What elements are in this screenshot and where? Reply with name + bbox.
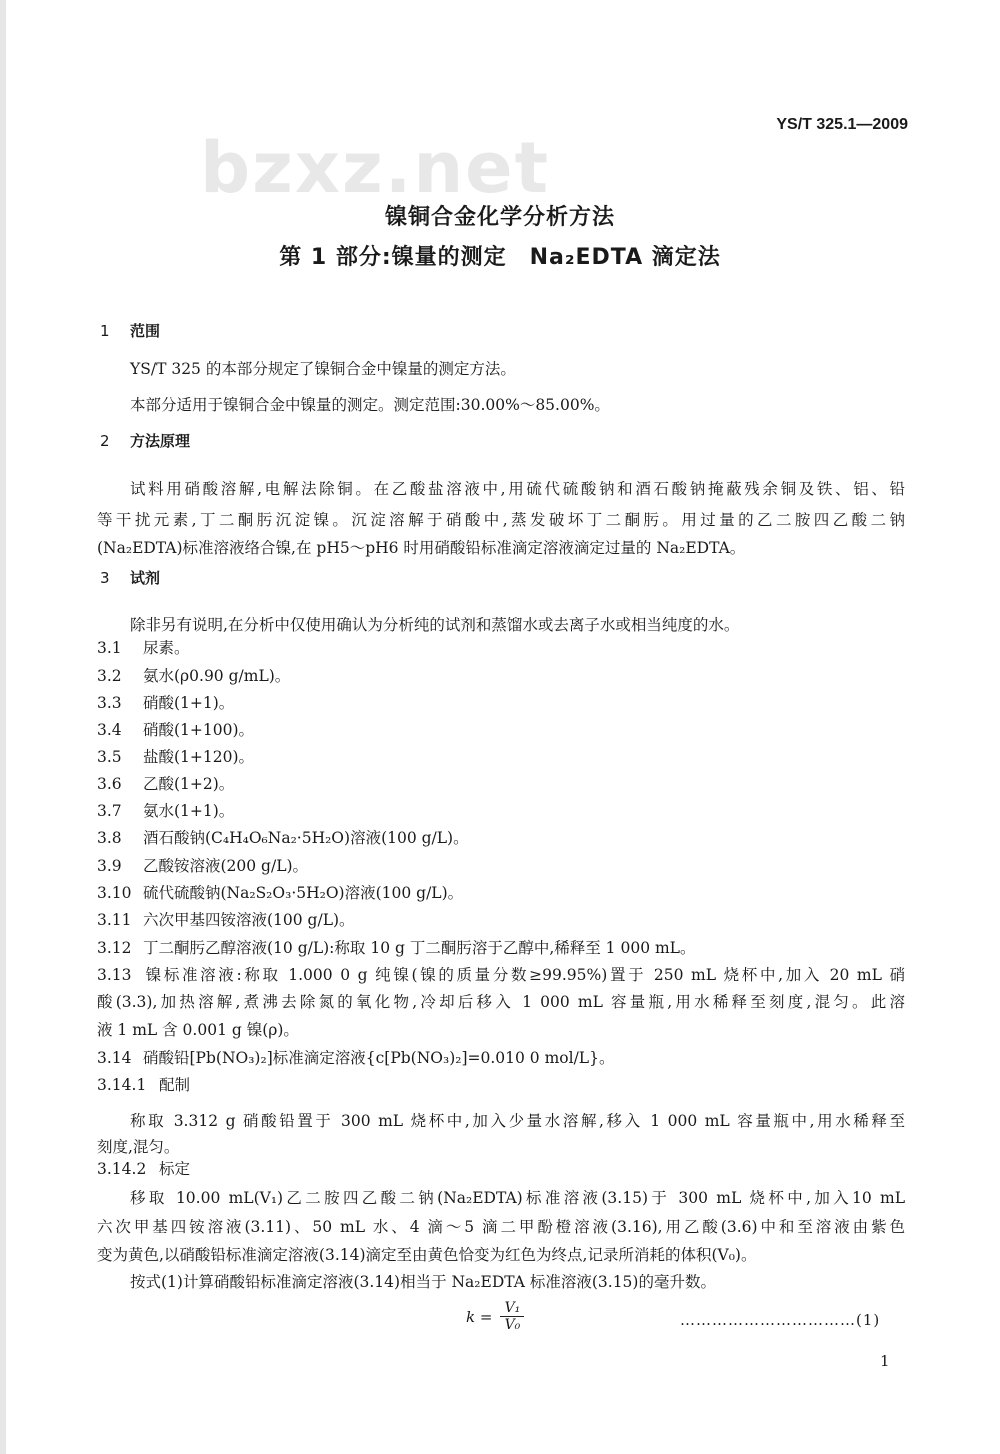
subheading-3-14-2: 3.14.2 标定 (97, 1160, 191, 1178)
reagent-item: 3.7 氨水(1+1)。 (97, 802, 235, 820)
paragraph: 除非另有说明,在分析中仅使用确认为分析纯的试剂和蒸馏水或去离子水或相当纯度的水。 (130, 616, 740, 634)
paragraph-line: 按式(1)计算硝酸铅标准滴定溶液(3.14)相当于 Na₂EDTA 标准溶液(3.15)的毫升数。 (130, 1273, 716, 1291)
reagent-item: 3.8 酒石酸钠(C₄H₄O₆Na₂·5H₂O)溶液(100 g/L)。 (97, 829, 469, 847)
reagent-item: 3.4 硝酸(1+100)。 (97, 721, 255, 739)
equation-number: ……………………………(1) (680, 1311, 881, 1329)
paragraph-line: 液 1 mL 含 0.001 g 镍(ρ)。 (97, 1021, 299, 1039)
standard-code: YS/T 325.1—2009 (776, 116, 908, 133)
reagent-item: 3.11 六次甲基四铵溶液(100 g/L)。 (97, 911, 355, 929)
page-number: 1 (880, 1352, 890, 1370)
formula-1 (466, 1300, 524, 1333)
section-heading-3: 3 试剂 (100, 569, 161, 587)
paragraph-line: 酸(3.3),加热溶解,煮沸去除氮的氧化物,冷却后移入 1 000 mL 容量瓶,用水稀释至刻度,混匀。此溶 (97, 993, 905, 1011)
paragraph: 本部分适用于镍铜合金中镍量的测定。测定范围:30.00%～85.00%。 (130, 396, 610, 414)
paragraph-line: 称取 3.312 g 硝酸铅置于 300 mL 烧杯中,加入少量水溶解,移入 1 000 mL 容量瓶中,用水稀释至 (130, 1112, 905, 1130)
paragraph-line: 刻度,混匀。 (97, 1138, 180, 1156)
section-heading-1: 1 范围 (100, 322, 161, 340)
formula-lhs: k = (466, 1307, 493, 1326)
subheading-3-14-1: 3.14.1 配制 (97, 1076, 191, 1094)
document-subtitle: 第 1 部分:镍量的测定 Na₂EDTA 滴定法 (279, 245, 721, 270)
paragraph-line: 移取 10.00 mL(V₁)乙二胺四乙酸二钠(Na₂EDTA)标准溶液(3.15)于 300 mL 烧杯中,加入10 mL (130, 1189, 905, 1207)
document-title: 镍铜合金化学分析方法 (384, 205, 615, 230)
reagent-item: 3.3 硝酸(1+1)。 (97, 694, 235, 712)
paragraph-line: 六次甲基四铵溶液(3.11)、50 mL 水、4 滴～5 滴二甲酚橙溶液(3.16),用乙酸(3.6)中和至溶液由紫色 (97, 1218, 905, 1236)
paragraph: YS/T 325 的本部分规定了镍铜合金中镍量的测定方法。 (130, 360, 516, 378)
numerator: V₁ (504, 1300, 521, 1316)
section-heading-2: 2 方法原理 (100, 432, 191, 450)
reagent-item: 3.10 硫代硫酸钠(Na₂S₂O₃·5H₂O)溶液(100 g/L)。 (97, 884, 464, 902)
paragraph-line: 变为黄色,以硝酸铅标准滴定溶液(3.14)滴定至由黄色恰变为红色为终点,记录所消耗的体积(V₀)。 (97, 1246, 757, 1264)
reagent-item: 3.12 丁二酮肟乙醇溶液(10 g/L):称取 10 g 丁二酮肟溶于乙醇中,稀释至 1 000 mL。 (97, 939, 696, 957)
denominator: V₀ (504, 1317, 521, 1333)
reagent-item: 3.5 盐酸(1+120)。 (97, 748, 255, 766)
reagent-item: 3.1 尿素。 (97, 639, 190, 657)
reagent-item: 3.9 乙酸铵溶液(200 g/L)。 (97, 857, 309, 875)
reagent-item: 3.6 乙酸(1+2)。 (97, 775, 235, 793)
fraction (500, 1300, 524, 1333)
reagent-item-3-14: 3.14 硝酸铅[Pb(NO₃)₂]标准滴定溶液{c[Pb(NO₃)₂]=0.010 0 mol/L}。 (97, 1049, 615, 1067)
paragraph-line: (Na₂EDTA)标准溶液络合镍,在 pH5～pH6 时用硝酸铅标准滴定溶液滴定过量的 Na₂EDTA。 (97, 539, 746, 557)
paragraph-line: 试料用硝酸溶解,电解法除铜。在乙酸盐溶液中,用硫代硫酸钠和酒石酸钠掩蔽残余铜及铁、铝、铅 (130, 480, 905, 498)
reagent-item: 3.2 氨水(ρ0.90 g/mL)。 (97, 667, 291, 685)
reagent-item-3-13: 3.13 镍标准溶液:称取 1.000 0 g 纯镍(镍的质量分数≥99.95%)置于 250 mL 烧杯中,加入 20 mL 硝 (97, 966, 905, 984)
watermark: bzxz.net (200, 127, 551, 209)
paragraph-line: 等干扰元素,丁二酮肟沉淀镍。沉淀溶解于硝酸中,蒸发破坏丁二酮肟。用过量的乙二胺四乙酸二钠 (97, 511, 905, 529)
